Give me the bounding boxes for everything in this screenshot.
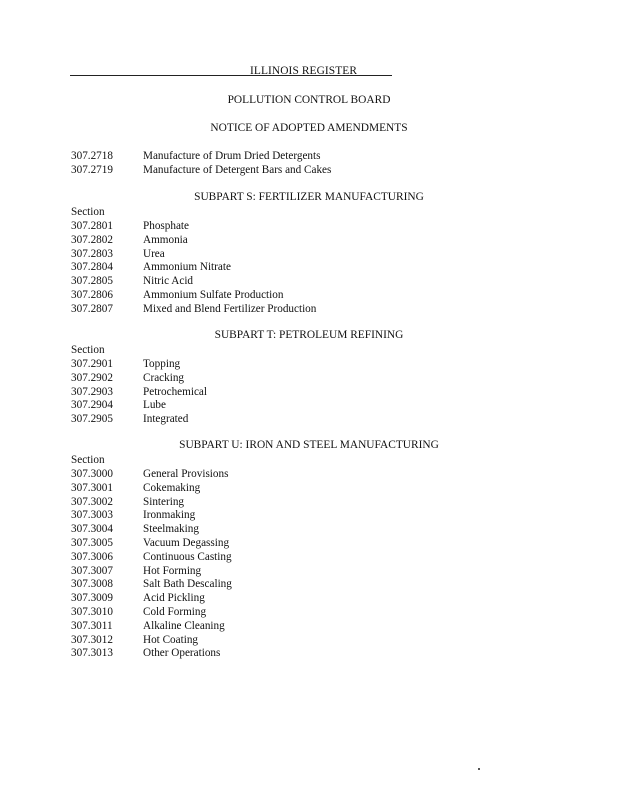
- section-number: 307.3007: [71, 564, 113, 577]
- section-name: Ironmaking: [143, 509, 196, 522]
- section-number: 307.2903: [71, 385, 113, 398]
- section-name: Acid Pickling: [143, 592, 205, 605]
- subpart-s-title: SUBPART S: FERTILIZER MANUFACTURING: [194, 191, 424, 203]
- section-number: 307.2718: [71, 150, 113, 162]
- section-number: 307.3004: [71, 523, 113, 536]
- subpart-t-title: SUBPART T: PETROLEUM REFINING: [214, 329, 404, 341]
- section-name: Cokemaking: [143, 481, 201, 494]
- section-name: Continuous Casting: [143, 550, 232, 563]
- section-heading: Section: [71, 206, 105, 218]
- section-name: Topping: [143, 358, 181, 370]
- section-name: Alkaline Cleaning: [143, 619, 225, 632]
- section-number: 307.2806: [71, 288, 113, 301]
- section-name: Hot Forming: [143, 564, 202, 577]
- section-number: 307.3010: [71, 605, 113, 618]
- section-name: Ammonium Sulfate Production: [143, 288, 284, 301]
- section-name: Mixed and Blend Fertilizer Production: [143, 302, 317, 315]
- section-number: 307.3008: [71, 578, 113, 591]
- section-number: 307.3006: [71, 550, 113, 563]
- section-number: 307.3005: [71, 536, 113, 549]
- notice-title: NOTICE OF ADOPTED AMENDMENTS: [210, 122, 408, 134]
- section-number: 307.2905: [71, 413, 113, 426]
- section-name: Nitric Acid: [143, 275, 194, 288]
- section-name: Cracking: [143, 371, 185, 384]
- subpart-u-title: SUBPART U: IRON AND STEEL MANUFACTURING: [179, 439, 439, 451]
- register-title: ILLINOIS REGISTER: [250, 65, 358, 77]
- section-number: 307.3001: [71, 481, 113, 494]
- section-heading: Section: [71, 454, 105, 466]
- section-number: 307.2802: [71, 233, 113, 246]
- section-name: Integrated: [143, 413, 189, 426]
- scan-speck: [478, 768, 480, 770]
- section-number: 307.2902: [71, 371, 113, 384]
- section-name: Ammonia: [143, 233, 188, 246]
- section-number: 307.3002: [71, 495, 113, 508]
- section-name: Petrochemical: [143, 385, 207, 398]
- section-name: Salt Bath Descaling: [143, 578, 232, 591]
- section-name: Manufacture of Detergent Bars and Cakes: [143, 163, 332, 176]
- section-number: 307.2801: [71, 220, 113, 232]
- section-name: Phosphate: [143, 220, 189, 232]
- section-name: Manufacture of Drum Dried Detergents: [143, 150, 321, 162]
- section-number: 307.2805: [71, 275, 113, 288]
- section-number: 307.2901: [71, 358, 113, 370]
- section-number: 307.2803: [71, 247, 113, 260]
- section-name: Steelmaking: [143, 523, 199, 536]
- section-number: 307.3003: [71, 509, 113, 522]
- board-title: POLLUTION CONTROL BOARD: [227, 94, 391, 106]
- section-name: Hot Coating: [143, 633, 199, 646]
- section-number: 307.3009: [71, 592, 113, 605]
- section-number: 307.2807: [71, 302, 113, 315]
- section-name: Cold Forming: [143, 605, 207, 618]
- section-name: General Provisions: [143, 468, 229, 480]
- section-name: Ammonium Nitrate: [143, 261, 231, 274]
- section-number: 307.2719: [71, 163, 113, 176]
- section-name: Vacuum Degassing: [143, 536, 230, 549]
- section-number: 307.2804: [71, 261, 113, 274]
- section-number: 307.3013: [71, 647, 113, 660]
- section-number: 307.3011: [71, 619, 113, 632]
- section-heading: Section: [71, 344, 105, 356]
- section-number: 307.3000: [71, 468, 113, 480]
- section-name: Lube: [143, 399, 166, 412]
- section-number: 307.3012: [71, 633, 113, 646]
- section-number: 307.2904: [71, 399, 113, 412]
- section-name: Urea: [143, 247, 165, 260]
- section-name: Other Operations: [143, 647, 221, 660]
- section-name: Sintering: [143, 495, 185, 508]
